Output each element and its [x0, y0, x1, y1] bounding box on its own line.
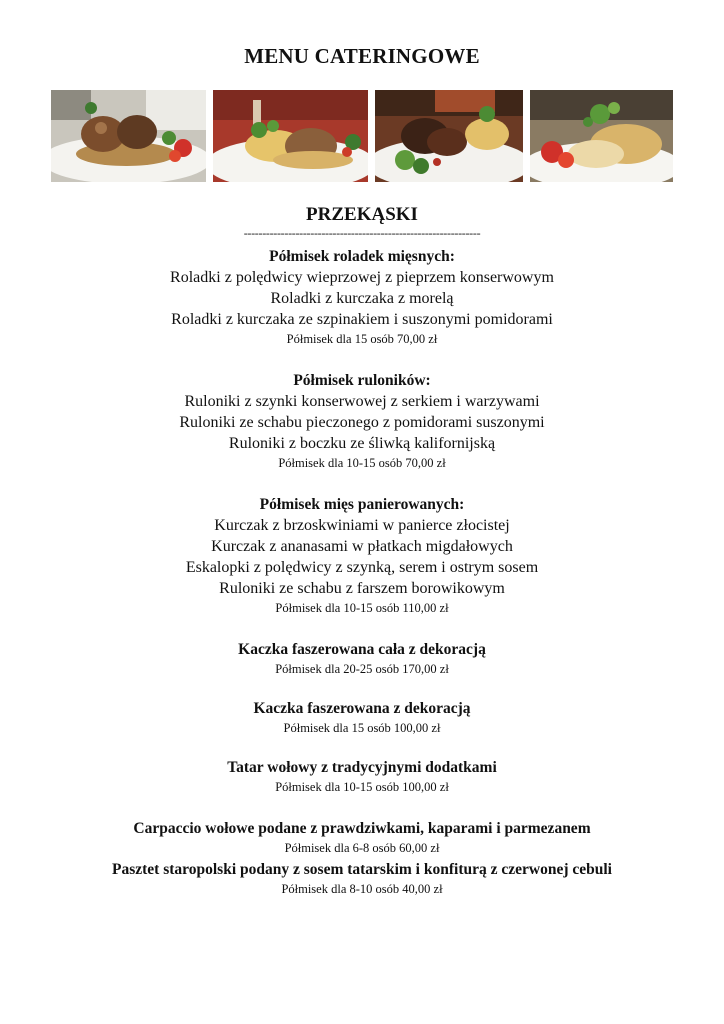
menu-item-line: Kurczak z ananasami w płatkach migdałowych [211, 538, 513, 555]
menu-item-price: Półmisek dla 10-15 osób 70,00 zł [278, 456, 446, 470]
photo-strip [51, 90, 673, 182]
menu-item-price: Półmisek dla 15 osób 100,00 zł [283, 721, 441, 735]
section-title: PRZEKĄSKI [306, 204, 418, 225]
menu-item-line: Ruloniki ze schabu z farszem borowikowym [219, 580, 505, 597]
menu-item-line: Roladki z kurczaka ze szpinakiem i suszonymi pomidorami [171, 311, 553, 328]
menu-item-line: Ruloniki z boczku ze śliwką kalifornijską [228, 435, 496, 452]
menu-item-line: Ruloniki z szynki konserwowej z serkiem i warzywami [184, 393, 540, 410]
menu-item-title: Półmisek ruloników: [293, 372, 431, 389]
menu-item-title: Carpaccio wołowe podane z prawdziwkami, kaparami i parmezanem [133, 820, 591, 837]
menu-item-title: Półmisek roladek mięsnych: [269, 248, 455, 265]
menu-item-title: Pasztet staropolski podany z sosem tatarskim i konfiturą z czerwonej cebuli [112, 861, 612, 878]
menu-list [0, 246, 724, 898]
menu-item-line: Eskalopki z polędwicy z szynką, serem i ostrym sosem [185, 559, 539, 576]
menu-item [0, 494, 724, 617]
dish-photo-pasta-chicken-icon [213, 90, 368, 182]
menu-item-title: Kaczka faszerowana z dekoracją [253, 700, 471, 717]
menu-item-price: Półmisek dla 6-8 osób 60,00 zł [284, 841, 440, 855]
menu-item [0, 818, 724, 857]
menu-item [0, 859, 724, 898]
menu-item [0, 370, 724, 472]
menu-item-title: Tatar wołowy z tradycyjnymi dodatkami [227, 759, 497, 776]
dish-photo-chicken-tomato-icon [530, 90, 673, 182]
menu-item [0, 246, 724, 348]
menu-item-price: Półmisek dla 15 osób 70,00 zł [286, 332, 438, 346]
menu-item-price: Półmisek dla 10-15 osób 110,00 zł [275, 601, 449, 615]
section-divider: ---------------------------------------------------------------- [243, 227, 481, 239]
menu-item-title: Półmisek mięs panierowanych: [259, 496, 465, 513]
menu-item [0, 698, 724, 737]
page-title: MENU CATERINGOWE [244, 44, 480, 68]
menu-item-line: Roladki z polędwicy wieprzowej z pieprzem konserwowym [170, 269, 554, 286]
menu-item-price: Półmisek dla 10-15 osób 100,00 zł [275, 780, 449, 794]
menu-item-title: Kaczka faszerowana cała z dekoracją [238, 641, 486, 658]
menu-item [0, 639, 724, 678]
menu-item-price: Półmisek dla 20-25 osób 170,00 zł [275, 662, 449, 676]
menu-item [0, 757, 724, 796]
menu-item-line: Roladki z kurczaka z morelą [270, 290, 454, 307]
menu-item-line: Kurczak z brzoskwiniami w panierce złocistej [214, 517, 510, 534]
menu-item-line: Ruloniki ze schabu pieczonego z pomidorami suszonymi [179, 414, 545, 431]
dish-photo-steak-salad-icon [375, 90, 523, 182]
dish-photo-meat-rolls-icon [51, 90, 206, 182]
menu-item-price: Półmisek dla 8-10 osób 40,00 zł [281, 882, 443, 896]
